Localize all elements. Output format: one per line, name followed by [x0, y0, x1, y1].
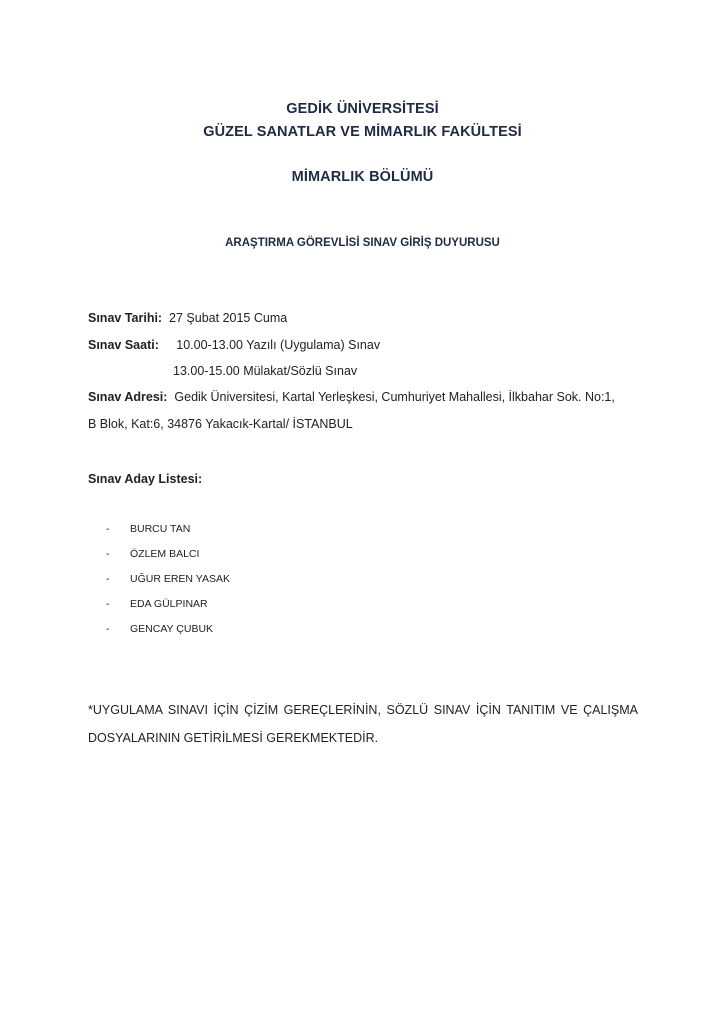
- department-title: MİMARLIK BÖLÜMÜ: [291, 169, 434, 185]
- announcement-title: ARAŞTIRMA GÖREVLİSİ SINAV GİRİŞ DUYURUSU: [225, 237, 500, 249]
- exam-date-row: [88, 311, 287, 325]
- candidate-name: UĞUR EREN YASAK: [130, 573, 230, 585]
- candidate-name: BURCU TAN: [130, 523, 191, 535]
- exam-time-row: [88, 338, 380, 352]
- exam-address-value-2: B Blok, Kat:6, 34876 Yakacık-Kartal/ İSTANBUL: [88, 417, 353, 431]
- university-title: GEDİK ÜNİVERSİTESİ: [286, 101, 439, 117]
- candidate-list: [106, 523, 230, 648]
- exam-time-value-1: 10.00-13.00 Yazılı (Uygulama) Sınav: [176, 338, 381, 352]
- exam-time-label: Sınav Saati:: [88, 338, 159, 352]
- list-item: - BURCU TAN: [106, 523, 191, 535]
- exam-time-value-2: 13.00-15.00 Mülakat/Sözlü Sınav: [173, 364, 358, 378]
- exam-address-label: Sınav Adresi:: [88, 390, 168, 404]
- exam-date-value: 27 Şubat 2015 Cuma: [169, 311, 288, 325]
- exam-date-label: Sınav Tarihi:: [88, 311, 163, 325]
- candidate-name: GENCAY ÇUBUK: [130, 623, 214, 635]
- candidate-name: ÖZLEM BALCI: [130, 548, 200, 560]
- note-line-1: *UYGULAMA SINAVI İÇİN ÇİZİM GEREÇLERİNİN, SÖZLÜ SINAV İÇİN TANITIM VE ÇALIŞMA: [88, 703, 638, 717]
- exam-address-value-1: Gedik Üniversitesi, Kartal Yerleşkesi, Cumhuriyet Mahallesi, İlkbahar Sok. No:1,: [174, 390, 615, 404]
- candidate-name: EDA GÜLPINAR: [130, 598, 208, 610]
- list-item: - UĞUR EREN YASAK: [106, 573, 230, 585]
- list-item: - ÖZLEM BALCI: [106, 548, 200, 560]
- note-line-2: DOSYALARININ GETİRİLMESİ GEREKMEKTEDİR.: [88, 731, 379, 745]
- list-item: - EDA GÜLPINAR: [106, 598, 208, 610]
- list-item: - GENCAY ÇUBUK: [106, 623, 214, 635]
- exam-address-row: [88, 390, 615, 404]
- faculty-title: GÜZEL SANATLAR VE MİMARLIK FAKÜLTESİ: [203, 124, 522, 140]
- candidate-list-label: Sınav Aday Listesi:: [88, 472, 203, 486]
